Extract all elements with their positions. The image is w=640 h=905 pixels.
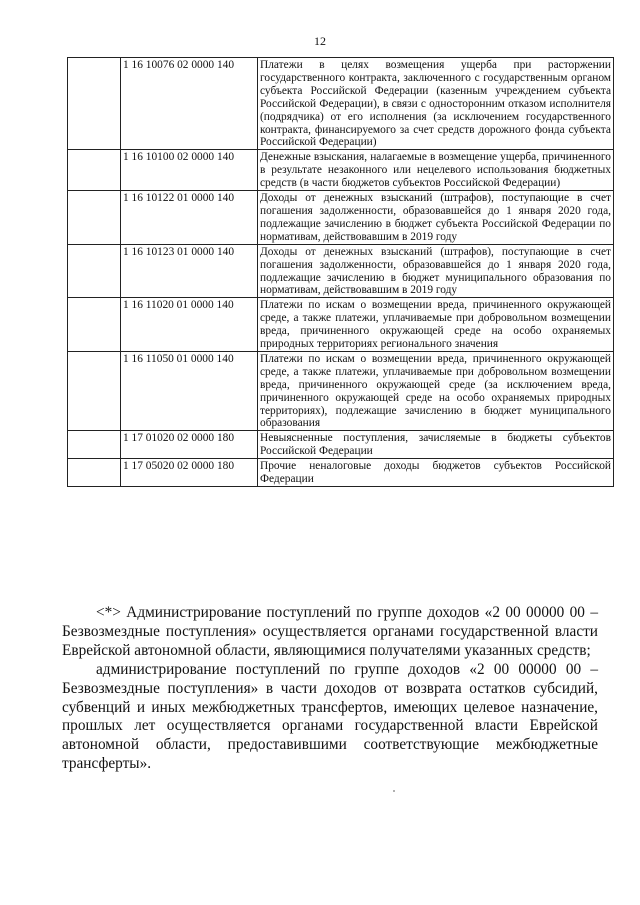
- scan-speck: [393, 790, 395, 792]
- footnote-paragraph-2: администрирование поступлений по группе доходов «2 00 00000 00 – Безвозмездные поступления» в части доходов от возврата остатков субсидий, субвенций и иных межбюджетных трансфертов, имеющих целевое назначение, прошлых лет осуществляется органами государственной власти Еврейской автономной области, предоставившими соответствующие межбюджетные трансферты».: [62, 660, 598, 773]
- table-row: [68, 58, 614, 150]
- revenue-description-cell: Доходы от денежных взысканий (штрафов), поступающие в счет погашения задолженности, образовавшейся до 1 января 2020 года, подлежащие зачислению в бюджет муниципального образования по нормативам, действовавшим в 2019 году: [258, 244, 614, 298]
- table-row: [68, 298, 614, 352]
- table-row: [68, 244, 614, 298]
- empty-cell: [68, 150, 121, 191]
- revenue-code-cell: 1 16 10123 01 0000 140: [121, 244, 258, 298]
- revenue-code-cell: 1 17 05020 02 0000 180: [121, 459, 258, 487]
- revenue-code-cell: 1 16 10076 02 0000 140: [121, 58, 258, 150]
- table-row: [68, 431, 614, 459]
- revenue-description-cell: Платежи по искам о возмещении вреда, причиненного окружающей среде, а также платежи, уплачиваемые при добровольном возмещении вреда, причиненного окружающей среде на особо охраняемых природных территориях регионального значения: [258, 298, 614, 352]
- revenue-codes-table: [67, 57, 614, 487]
- footnotes: [62, 604, 598, 774]
- empty-cell: [68, 191, 121, 245]
- revenue-code-cell: 1 16 11050 01 0000 140: [121, 351, 258, 430]
- table-row: [68, 191, 614, 245]
- revenue-code-cell: 1 17 01020 02 0000 180: [121, 431, 258, 459]
- table-row: [68, 351, 614, 430]
- revenue-code-cell: 1 16 11020 01 0000 140: [121, 298, 258, 352]
- empty-cell: [68, 351, 121, 430]
- revenue-description-cell: Доходы от денежных взысканий (штрафов), поступающие в счет погашения задолженности, образовавшейся до 1 января 2020 года, подлежащие зачислению в бюджет субъекта Российской Федерации по нормативам, действовавшим в 2019 году: [258, 191, 614, 245]
- revenue-description-cell: Прочие неналоговые доходы бюджетов субъектов Российской Федерации: [258, 459, 614, 487]
- table-row: [68, 459, 614, 487]
- revenue-description-cell: Платежи по искам о возмещении вреда, причиненного окружающей среде, а также платежи, уплачиваемые при добровольном возмещении вреда, причиненного окружающей среде (за исключением вреда, причиненного окружающей среде на особо охраняемых природных территориях), подлежащие зачислению в бюджет муниципального образования: [258, 351, 614, 430]
- empty-cell: [68, 431, 121, 459]
- page-number: 12: [314, 34, 326, 48]
- table-row: [68, 150, 614, 191]
- revenue-description-cell: Денежные взыскания, налагаемые в возмещение ущерба, причиненного в результате незаконного или нецелевого использования бюджетных средств (в части бюджетов субъектов Российской Федерации): [258, 150, 614, 191]
- revenue-description-cell: Платежи в целях возмещения ущерба при расторжении государственного контракта, заключенного с государственным органом субъекта Российской Федерации (казенным учреждением субъекта Российской Федерации), в связи с односторонним отказом исполнителя (подрядчика) от его исполнения (за исключением государственного контракта, финансируемого за счет средств дорожного фонда субъекта Российской Федерации): [258, 58, 614, 150]
- empty-cell: [68, 58, 121, 150]
- revenue-description-cell: Невыясненные поступления, зачисляемые в бюджеты субъектов Российской Федерации: [258, 431, 614, 459]
- empty-cell: [68, 244, 121, 298]
- footnote-paragraph-1: <*> Администрирование поступлений по группе доходов «2 00 00000 00 – Безвозмездные поступления» осуществляется органами государственной власти Еврейской автономной области, являющимися получателями указанных средств;: [62, 604, 598, 659]
- revenue-code-cell: 1 16 10100 02 0000 140: [121, 150, 258, 191]
- revenue-code-cell: 1 16 10122 01 0000 140: [121, 191, 258, 245]
- empty-cell: [68, 459, 121, 487]
- empty-cell: [68, 298, 121, 352]
